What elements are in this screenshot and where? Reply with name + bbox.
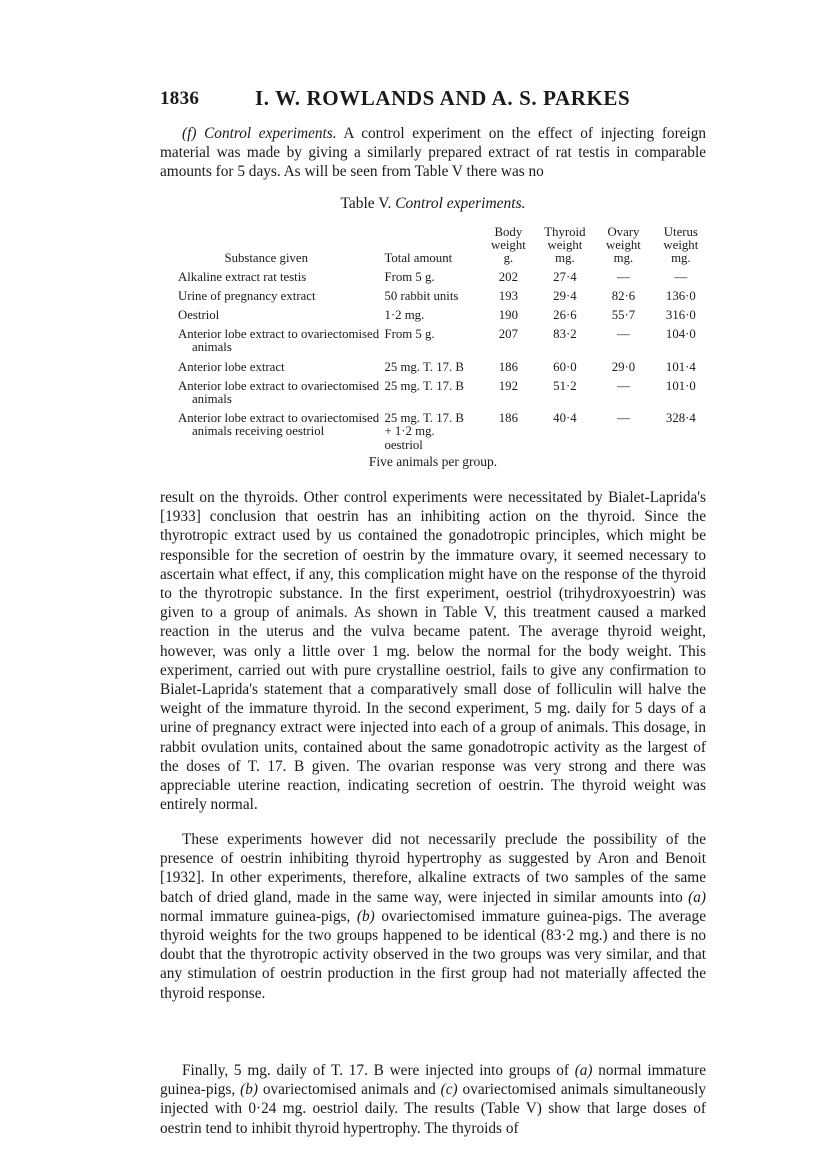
section-heading: (f) Control experiments. (182, 125, 337, 142)
cell-thyroid-weight (535, 307, 596, 326)
table-header-row (178, 226, 710, 269)
table-title: Control experiments. (395, 195, 526, 212)
cell-ovary-weight (595, 359, 652, 378)
p3-text-d: ovariectomised animals simultaneously injected with 0·24 mg. oestriol daily. The results (Table V) show that large doses of oestrin tend to inhibit thyroid hypertrophy. The thyroids of (160, 1081, 706, 1137)
body-paragraph-3 (160, 1061, 706, 1138)
cell-body-weight-text: 186 (498, 359, 518, 374)
cell-amount-text: From 5 g. (384, 269, 435, 284)
cell-thyroid-weight-text: 29·4 (553, 288, 577, 303)
p3-mark-a: (a) (574, 1062, 593, 1079)
p3-mark-c: (c) (440, 1081, 458, 1099)
cell-uterus-weight-text: 101·0 (665, 378, 696, 393)
cell-ovary-weight-text: — (617, 269, 630, 284)
col-header-body-weight-text: Body weight g. (490, 225, 526, 266)
cell-amount (384, 307, 482, 326)
cell-uterus-weight-text: 101·4 (665, 359, 696, 374)
cell-uterus-weight (652, 288, 710, 307)
table-row (178, 410, 710, 456)
cell-thyroid-weight-text: 27·4 (553, 269, 577, 284)
table-label: Table V. (340, 195, 392, 212)
cell-substance-text: Oestriol (178, 308, 220, 323)
p2-mark-a: (a) (688, 888, 706, 906)
body-paragraph-2 (160, 830, 706, 1003)
p2-text-b: normal immature guinea-pigs, (160, 907, 357, 925)
cell-amount-text: 50 rabbit units (384, 288, 459, 303)
cell-thyroid-weight-text: 40·4 (553, 411, 577, 426)
cell-thyroid-weight (535, 378, 596, 410)
table-row (178, 378, 710, 410)
cell-uterus-weight-text: — (674, 269, 688, 284)
cell-body-weight (482, 326, 535, 358)
p2-text-a: These experiments however did not necessarily preclude the possibility of the presence of oestrin inhibiting thyroid hypertrophy as suggested by Aron and Benoit [1932]. In other experiments, therefore, alkaline extracts of two samples of the same batch of dried gland, made in the same way, were injected in similar amounts into (160, 831, 706, 906)
cell-thyroid-weight-text: 26·6 (553, 308, 577, 323)
control-experiments-paragraph (160, 124, 706, 182)
cell-uterus-weight (652, 269, 710, 288)
col-header-uterus-weight (652, 226, 710, 269)
page-number: 1836 (160, 88, 200, 109)
paragraph-text: A control experiment on the effect of injecting foreign material was made by giving a similarly prepared extract of rat testis in comparable amounts for 5 days. As will be seen from Table V there was no (160, 125, 706, 181)
cell-amount (384, 326, 482, 358)
cell-uterus-weight-text: 316·0 (665, 308, 696, 323)
cell-substance-text: Alkaline extract rat testis (178, 269, 307, 284)
cell-substance-text: Anterior lobe extract (178, 359, 285, 374)
col-header-body-weight (482, 226, 535, 269)
running-head: I. W. ROWLANDS AND A. S. PARKES (255, 86, 631, 110)
table-row (178, 269, 710, 288)
col-header-ovary-weight-text: Ovary weight mg. (606, 225, 641, 266)
cell-substance (178, 359, 384, 378)
cell-amount (384, 359, 482, 378)
cell-amount (384, 269, 482, 288)
cell-thyroid-weight (535, 326, 596, 358)
cell-ovary-weight-text: 29·0 (611, 359, 636, 374)
cell-ovary-weight (595, 326, 652, 358)
cell-ovary-weight (595, 378, 652, 410)
cell-substance-text: Urine of pregnancy extract (178, 288, 316, 303)
cell-body-weight (482, 410, 535, 456)
table-row (178, 359, 710, 378)
cell-body-weight (482, 307, 535, 326)
cell-ovary-weight (595, 410, 652, 456)
table-row (178, 307, 710, 326)
cell-thyroid-weight-text: 83·2 (553, 327, 577, 342)
cell-thyroid-weight (535, 288, 596, 307)
cell-substance (178, 307, 384, 326)
cell-thyroid-weight (535, 410, 596, 456)
cell-uterus-weight (652, 359, 710, 378)
cell-amount-text: 1·2 mg. (384, 308, 425, 323)
cell-ovary-weight-text: — (617, 411, 630, 426)
cell-amount (384, 288, 482, 307)
cell-amount-text: From 5 g. (384, 327, 435, 342)
cell-uterus-weight (652, 378, 710, 410)
cell-body-weight (482, 288, 535, 307)
cell-ovary-weight (595, 307, 652, 326)
cell-uterus-weight-text: 104·0 (665, 327, 696, 342)
cell-uterus-weight (652, 410, 710, 456)
col-header-ovary-weight (595, 226, 652, 269)
cell-substance (178, 288, 384, 307)
cell-ovary-weight (595, 288, 652, 307)
table-body (178, 269, 710, 456)
cell-thyroid-weight-text: 60·0 (553, 359, 577, 374)
col-header-thyroid-weight (535, 226, 596, 269)
cell-body-weight (482, 359, 535, 378)
cell-substance (178, 410, 384, 456)
p2-text-c: ovariectomised immature guinea-pigs. The average thyroid weights for the two groups happened to be identical (83·2 mg.) and there is no doubt that the thyrotropic activity observed in the two groups was very similar, and that any stimulation of oestrin production in the first group had not materially affected the thyroid response. (160, 907, 706, 1002)
cell-amount (384, 378, 482, 410)
cell-ovary-weight (595, 269, 652, 288)
cell-substance-text: Anterior lobe extract to ovariectomised animals receiving oestriol (178, 411, 380, 439)
page-header (160, 86, 700, 116)
cell-amount (384, 410, 482, 456)
cell-amount-text: 25 mg. T. 17. B (384, 359, 464, 374)
cell-body-weight-text: 193 (498, 288, 518, 303)
cell-uterus-weight (652, 307, 710, 326)
cell-amount-text: 25 mg. T. 17. B (384, 378, 464, 393)
cell-substance-text: Anterior lobe extract to ovariectomised animals (178, 378, 380, 407)
cell-uterus-weight (652, 326, 710, 358)
cell-body-weight-text: 207 (498, 327, 518, 342)
cell-ovary-weight-text: 82·6 (611, 288, 636, 303)
table-caption (160, 195, 706, 213)
control-experiments-table (178, 226, 710, 456)
cell-ovary-weight-text: — (617, 378, 630, 393)
cell-body-weight-text: 186 (498, 411, 518, 426)
cell-ovary-weight-text: — (617, 327, 630, 342)
col-header-uterus-weight-text: Uterus weight mg. (663, 225, 699, 266)
cell-uterus-weight-text: 328·4 (665, 411, 696, 426)
cell-thyroid-weight-text: 51·2 (553, 378, 577, 393)
table-footnote: Five animals per group. (368, 454, 498, 469)
cell-uterus-weight-text: 136·0 (665, 288, 696, 303)
p3-text-a: Finally, 5 mg. daily of T. 17. B were injected into groups of (182, 1062, 575, 1079)
cell-substance (178, 378, 384, 410)
cell-body-weight-text: 202 (498, 269, 518, 284)
p3-text-b: normal immature guinea-pigs, (160, 1062, 706, 1099)
body-paragraph-1: result on the thyroids. Other control experiments were necessitated by Bialet-Laprida's [1933] conclusion that oestrin has an inhibiting action on the thyroid. Since the thyrotropic extract used by us contained the gonadotropic principles, which might be responsible for the secretion of oestrin by the immature ovary, it seemed necessary to ascertain what effect, if any, this complication might have on the response of the thyroid to the thyrotropic substance. In the first experiment, oestriol (trihydroxyoestrin) was given to a group of animals. As shown in Table V, this treatment caused a marked reaction in the uterus and the vulva became patent. The average thyroid weight, however, was only a little over 1 mg. below the normal for the body weight. This experiment, carried out with pure crystalline oestriol, fails to give any confirmation to Bialet-Laprida's statement that a comparatively small dose of folliculin will halve the weight of the immature thyroid. In the second experiment, 5 mg. daily for 5 days of a urine of pregnancy extract were injected into each of a group of animals. This dosage, in rabbit ovulation units, contained about the same gonadotropic activity as the largest of the doses of T. 17. B given. The ovarian response was very strong and there was appreciable uterine reaction, indicating secretion of oestrin. The thyroid weight was entirely normal. (160, 489, 706, 814)
cell-thyroid-weight (535, 269, 596, 288)
cell-thyroid-weight (535, 359, 596, 378)
cell-substance-text: Anterior lobe extract to ovariectomised animals (178, 327, 380, 355)
col-header-amount: Total amount (384, 251, 453, 266)
cell-substance (178, 269, 384, 288)
cell-body-weight-text: 192 (498, 378, 518, 393)
cell-body-weight (482, 269, 535, 288)
cell-body-weight-text: 190 (498, 308, 518, 323)
col-header-substance: Substance given (224, 251, 308, 266)
cell-body-weight (482, 378, 535, 410)
cell-amount-text: 25 mg. T. 17. B + 1·2 mg. oestriol (384, 411, 464, 452)
table-row (178, 288, 710, 307)
col-header-thyroid-weight-text: Thyroid weight mg. (544, 225, 586, 266)
table-row (178, 326, 710, 358)
p3-mark-b: (b) (240, 1081, 258, 1099)
p2-mark-b: (b) (356, 907, 375, 925)
cell-ovary-weight-text: 55·7 (611, 308, 636, 323)
p3-text-c: ovariectomised animals and (257, 1081, 441, 1099)
cell-substance (178, 326, 384, 358)
